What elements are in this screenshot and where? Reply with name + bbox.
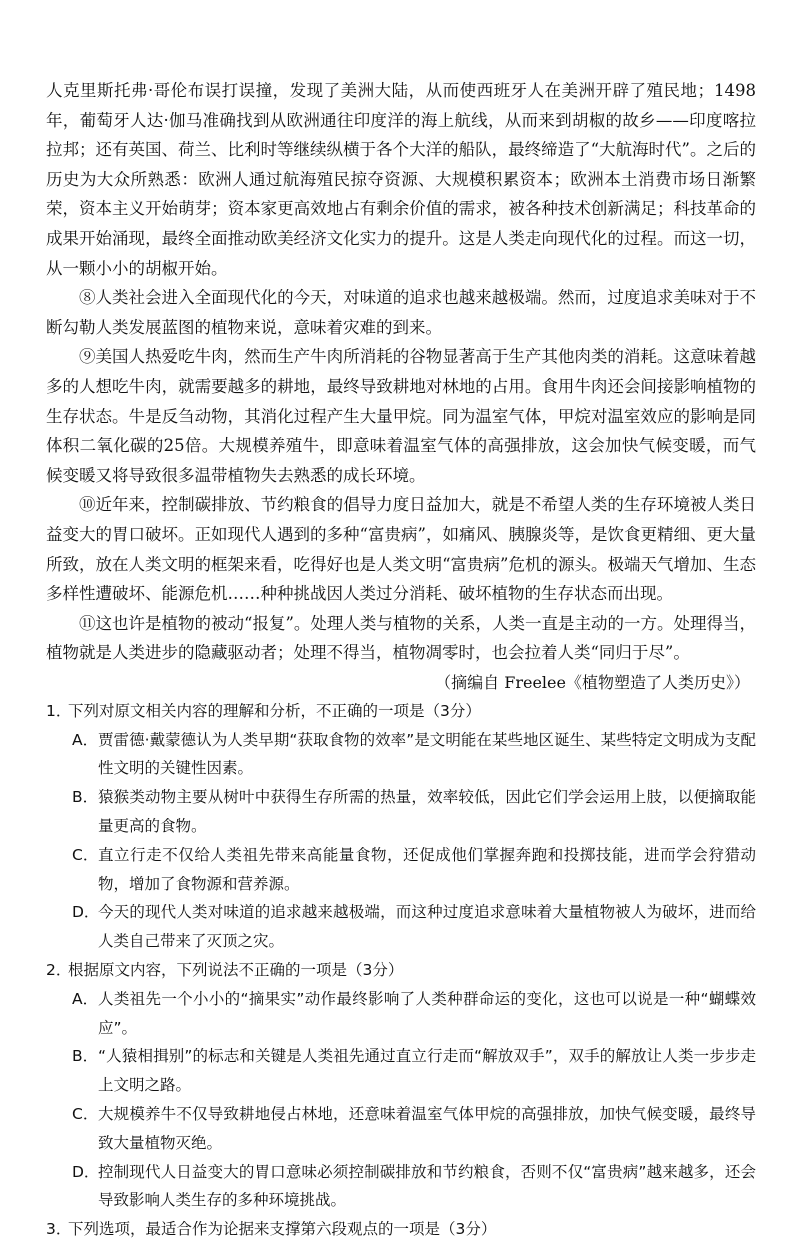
option-text: “人猿相揖别”的标志和关键是人类祖先通过直立行走而“解放双手”，双手的解放让人类一步步走上文明之路。 xyxy=(98,1047,756,1095)
option-d[interactable] xyxy=(46,898,756,956)
option-letter: A． xyxy=(72,989,99,1008)
option-letter: D． xyxy=(72,903,100,922)
question-3 xyxy=(46,1215,756,1244)
option-d[interactable] xyxy=(46,1158,756,1216)
option-letter: A． xyxy=(72,730,99,749)
question-list xyxy=(46,697,756,1244)
source-citation: （摘编自 Freelee《植物塑造了人类历史》） xyxy=(435,672,750,692)
option-a[interactable] xyxy=(46,985,756,1043)
option-letter: D． xyxy=(72,1162,100,1181)
passage-paragraph-11: ⑪这也许是植物的被动“报复”。处理人类与植物的关系，人类一直是主动的一方。处理得当，植物就是人类进步的隐藏驱动者；处理不得当，植物凋零时，也会拉着人类“同归于尽”。 xyxy=(46,613,756,663)
question-number: 1． xyxy=(46,701,72,720)
option-text: 猿猴类动物主要从树叶中获得生存所需的热量，效率较低，因此它们学会运用上肢，以便摘取能量更高的食物。 xyxy=(98,788,756,836)
option-letter: B． xyxy=(72,788,99,807)
option-text: 大规模养牛不仅导致耕地侵占林地，还意味着温室气体甲烷的高强排放，加快气候变暖，最终导致大量植物灭绝。 xyxy=(98,1105,756,1152)
option-b[interactable] xyxy=(46,783,756,841)
question-stem xyxy=(46,956,756,985)
question-text: 下列对原文相关内容的理解和分析，不正确的一项是（3分） xyxy=(68,701,481,720)
question-stem xyxy=(46,697,756,726)
question-text: 下列选项，最适合作为论据来支撑第六段观点的一项是（3分） xyxy=(68,1220,497,1239)
passage-paragraph-7-continued: 人克里斯托弗·哥伦布误打误撞，发现了美洲大陆，从而使西班牙人在美洲开辟了殖民地；1498年，葡萄牙人达·伽马准确找到从欧洲通往印度洋的海上航线，从而来到胡椒的故乡——印度喀拉拉邦；还有英国、荷兰、比利时等继续纵横于各个大洋的船队，最终缔造了“大航海时代”。之后的历史为大众所熟悉：欧洲人通过航海殖民掠夺资源、大规模积累资本；欧洲本土消费市场日渐繁荣，资本主义开始萌芽；资本家更高效地占有剩余价值的需求，被各种技术创新满足；科技革命的成果开始涌现，最终全面推动欧美经济文化实力的提升。这是人类走向现代化的过程。而这一切，从一颗小小的胡椒开始。 xyxy=(46,81,756,278)
option-c[interactable] xyxy=(46,1100,756,1158)
option-text: 控制现代人日益变大的胃口意味必须控制碳排放和节约粮食，否则不仅“富贵病”越来越多，还会导致影响人类生存的多种环境挑战。 xyxy=(98,1162,756,1210)
option-text: 人类祖先一个小小的“摘果实”动作最终影响了人类种群命运的变化，这也可以说是一种“蝴蝶效应”。 xyxy=(98,989,756,1037)
option-text: 今天的现代人类对味道的追求越来越极端，而这种过度追求意味着大量植物被人为破坏，进而给人类自己带来了灭顶之灾。 xyxy=(98,903,756,951)
question-text: 根据原文内容，下列说法不正确的一项是（3分） xyxy=(68,961,404,980)
option-text: 直立行走不仅给人类祖先带来高能量食物，还促成他们掌握奔跑和投掷技能，进而学会狩猎动物，增加了食物源和营养源。 xyxy=(98,845,756,893)
question-stem xyxy=(46,1215,756,1244)
option-text: 贾雷德·戴蒙德认为人类早期“获取食物的效率”是文明能在某些地区诞生、某些特定文明成为支配性文明的关键性因素。 xyxy=(98,730,756,778)
option-letter: B． xyxy=(72,1047,99,1066)
option-c[interactable] xyxy=(46,841,756,899)
exam-page xyxy=(46,76,756,1244)
option-letter: C． xyxy=(72,1105,99,1124)
passage-paragraph-9: ⑨美国人热爱吃牛肉，然而生产牛肉所消耗的谷物显著高于生产其他肉类的消耗。这意味着越多的人想吃牛肉，就需要越多的耕地，最终导致耕地对林地的占用。食用牛肉还会间接影响植物的生存状态。牛是反刍动物，其消化过程产生大量甲烷。同为温室气体，甲烷对温室效应的影响是同体积二氧化碳的25倍。大规模养殖牛，即意味着温室气体的高强排放，这会加快气候变暖，而气候变暖又将导致很多温带植物失去熟悉的成长环境。 xyxy=(46,347,756,485)
reading-passage xyxy=(46,76,756,668)
question-1 xyxy=(46,697,756,956)
option-a[interactable] xyxy=(46,726,756,784)
passage-paragraph-8: ⑧人类社会进入全面现代化的今天，对味道的追求也越来越极端。然而，过度追求美味对于不断勾勒人类发展蓝图的植物来说，意味着灾难的到来。 xyxy=(46,288,756,337)
option-b[interactable] xyxy=(46,1042,756,1100)
option-letter: C． xyxy=(72,845,99,864)
question-2 xyxy=(46,956,756,1215)
passage-paragraph-10: ⑩近年来，控制碳排放、节约粮食的倡导力度日益加大，就是不希望人类的生存环境被人类日益变大的胃口破坏。正如现代人遇到的多种“富贵病”，如痛风、胰腺炎等，是饮食更精细、更大量所致，放在人类文明的框架来看，吃得好也是人类文明“富贵病”危机的源头。极端天气增加、生态多样性遭破坏、能源危机……种种挑战因人类过分消耗、破坏植物的生存状态而出现。 xyxy=(46,495,756,604)
question-number: 3． xyxy=(46,1220,72,1239)
question-number: 2． xyxy=(46,961,72,980)
